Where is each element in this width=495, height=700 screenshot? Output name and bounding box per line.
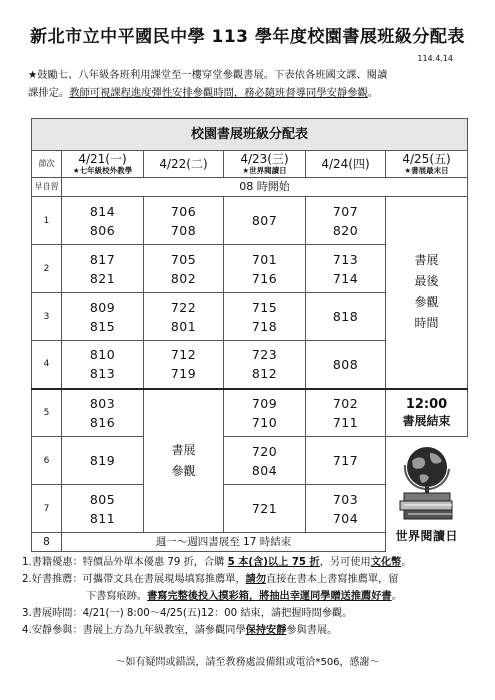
world-book-day-label: 世界閱讀日 xyxy=(395,529,459,544)
day-header-fri xyxy=(386,151,468,178)
class-cell xyxy=(62,437,144,485)
day-mon-note: ★七年級校外教學 xyxy=(72,165,133,175)
class-number: 701 xyxy=(251,251,278,267)
class-number: 720 xyxy=(251,443,278,459)
class-number: 712 xyxy=(170,347,197,363)
note1-end: 。 xyxy=(401,557,412,568)
class-number: 717 xyxy=(332,453,359,468)
class-cell xyxy=(224,389,306,437)
day-tue: 4/22(二) xyxy=(159,156,208,171)
class-number: 718 xyxy=(251,318,278,334)
morning-text: 08 時開始 xyxy=(62,178,468,197)
class-cell xyxy=(224,245,306,293)
class-number: 707 xyxy=(332,203,359,219)
class-cell xyxy=(306,197,386,245)
class-cell xyxy=(224,341,306,389)
day-header-tue xyxy=(144,151,224,178)
period-label: 4 xyxy=(32,341,62,389)
note4-text: 4.安靜參與：書展上方為九年級教室，請參觀同學 xyxy=(22,625,246,636)
class-number: 810 xyxy=(89,347,116,363)
schedule-table xyxy=(31,118,468,552)
note-recommend-cont xyxy=(22,588,482,605)
period-label: 6 xyxy=(32,437,62,485)
note2-warning: 請勿 xyxy=(245,574,267,585)
day-fri: 4/25(五) xyxy=(402,151,451,166)
intro-line1: ★鼓勵七、八年級各班利用課堂至一樓穿堂參觀書展。下表依各班國文課、閱讀 xyxy=(28,69,388,81)
class-number: 812 xyxy=(251,366,278,382)
day-header-wed xyxy=(224,151,306,178)
class-number: 817 xyxy=(89,251,116,267)
class-number: 802 xyxy=(170,270,197,286)
fri-merged-text: 參觀 xyxy=(414,295,439,310)
class-number: 813 xyxy=(89,366,116,382)
class-number: 708 xyxy=(170,222,197,238)
class-number: 809 xyxy=(89,299,116,315)
note2-text: 2.好書推薦：可攜帶文具在書展現場填寫推薦單， xyxy=(22,574,246,585)
class-number: 815 xyxy=(89,318,116,334)
class-number: 807 xyxy=(251,213,278,228)
period-column-header: 節次 xyxy=(32,151,62,178)
tue-merged-text: 參觀 xyxy=(171,463,196,478)
class-number: 821 xyxy=(89,270,116,286)
morning-label: 早自習 xyxy=(32,178,62,197)
closing-text: 書展結束 xyxy=(402,413,451,428)
note1-text: 1.書籍優惠：特價品外單本優惠 79 折，合購 xyxy=(22,557,228,568)
period8-text: 週一～週四書展至 17 時結束 xyxy=(62,533,386,552)
day-thu: 4/24(四) xyxy=(321,156,370,171)
class-cell xyxy=(306,293,386,341)
period-label: 8 xyxy=(32,533,62,552)
intro-line2: 課排定。 xyxy=(28,87,70,99)
class-number: 705 xyxy=(170,251,197,267)
note4-highlight: 保持安靜 xyxy=(245,625,287,636)
class-cell xyxy=(224,437,306,485)
period-label: 7 xyxy=(32,485,62,533)
class-number: 820 xyxy=(332,222,359,238)
class-cell xyxy=(62,245,144,293)
class-cell xyxy=(144,245,224,293)
class-number: 714 xyxy=(332,270,359,286)
class-cell xyxy=(144,197,224,245)
class-number: 706 xyxy=(170,203,197,219)
period-label: 2 xyxy=(32,245,62,293)
intro-paragraph xyxy=(28,66,468,102)
world-book-day-graphic-cell xyxy=(386,437,468,552)
class-cell xyxy=(62,389,144,437)
period-label: 5 xyxy=(32,389,62,437)
day-mon: 4/21(一) xyxy=(78,151,127,166)
intro-end: 。 xyxy=(367,87,379,99)
note-recommend xyxy=(22,571,482,588)
class-number: 703 xyxy=(332,491,359,507)
class-number: 803 xyxy=(89,395,116,411)
class-number: 704 xyxy=(332,510,359,526)
class-number: 811 xyxy=(89,510,116,526)
class-number: 702 xyxy=(332,395,359,411)
note1-text2: ，另可使用 xyxy=(319,557,371,568)
note1-culture-coin: 文化幣 xyxy=(370,557,402,568)
fri-merged-text: 時間 xyxy=(414,316,439,331)
document-date: 114.4.14 xyxy=(417,54,453,63)
class-number: 818 xyxy=(332,309,359,324)
note2-end: 。 xyxy=(391,591,402,602)
day-fri-note: ★書展最末日 xyxy=(404,165,449,175)
document-title: 新北市立中平國民中學 113 學年度校園書展班級分配表 xyxy=(30,27,465,47)
class-number: 806 xyxy=(89,222,116,238)
class-cell xyxy=(306,341,386,389)
fri-merged-text: 最後 xyxy=(414,274,439,289)
class-cell xyxy=(144,341,224,389)
class-number: 710 xyxy=(251,414,278,430)
closing-time: 12:00 xyxy=(405,396,448,412)
class-number: 805 xyxy=(89,491,116,507)
class-number: 713 xyxy=(332,251,359,267)
fri-merged-text: 書展 xyxy=(414,253,439,268)
class-number: 816 xyxy=(89,414,116,430)
class-cell xyxy=(224,485,306,533)
class-number: 721 xyxy=(251,501,278,516)
class-cell xyxy=(62,485,144,533)
intro-underline: 教師可視課程進度彈性安排參觀時間，務必隨班督導同學安靜參觀 xyxy=(69,87,368,99)
class-cell xyxy=(62,197,144,245)
note-time: 3.書展時間：4/21(一) 8:00～4/25(五)12：00 結束，請把握時間參觀。 xyxy=(22,608,353,619)
exhibit-closing-cell xyxy=(386,389,468,437)
class-cell xyxy=(306,245,386,293)
period-label: 3 xyxy=(32,293,62,341)
class-cell xyxy=(306,437,386,485)
note4-end: 參與書展。 xyxy=(286,625,338,636)
class-cell xyxy=(224,293,306,341)
note1-highlight: 5 本(含)以上 75 折 xyxy=(227,557,320,568)
class-number: 716 xyxy=(251,270,278,286)
table-heading: 校園書展班級分配表 xyxy=(32,119,468,151)
day-header-mon xyxy=(62,151,144,178)
class-number: 711 xyxy=(332,414,359,430)
class-cell xyxy=(306,485,386,533)
note2-text2: 直接在書本上書寫推薦單，留 xyxy=(266,574,399,585)
day-header-thu xyxy=(306,151,386,178)
notes-section xyxy=(22,554,482,639)
class-number: 709 xyxy=(251,395,278,411)
class-cell xyxy=(62,341,144,389)
class-number: 808 xyxy=(332,356,359,372)
note2-text3: 下書寫痕跡。 xyxy=(86,591,148,602)
class-cell xyxy=(306,389,386,437)
class-number: 719 xyxy=(170,366,197,382)
class-number: 819 xyxy=(89,453,116,468)
fri-final-visit-cell xyxy=(386,197,468,389)
class-number: 814 xyxy=(89,203,116,219)
contact-footer: ～如有疑問或錯誤，請至教務處設備組或電洽*506，感謝～ xyxy=(115,657,380,668)
note-quiet xyxy=(22,622,482,639)
class-number: 715 xyxy=(251,299,278,315)
tue-exhibit-visit-cell xyxy=(144,389,224,533)
class-number: 723 xyxy=(251,347,278,363)
class-cell xyxy=(62,293,144,341)
tue-merged-text: 書展 xyxy=(171,442,196,457)
period-label: 1 xyxy=(32,197,62,245)
day-wed: 4/23(三) xyxy=(240,151,289,166)
note2-highlight: 書寫完整後投入摸彩箱，將抽出幸運同學贈送推薦好書 xyxy=(147,591,392,602)
class-cell xyxy=(224,197,306,245)
class-number: 722 xyxy=(170,299,197,315)
class-number: 801 xyxy=(170,318,197,334)
day-wed-note: ★世界閱讀日 xyxy=(242,165,287,175)
globe-books-icon xyxy=(390,443,464,527)
class-cell xyxy=(144,293,224,341)
note-discount xyxy=(22,554,482,571)
class-number: 804 xyxy=(251,462,278,478)
